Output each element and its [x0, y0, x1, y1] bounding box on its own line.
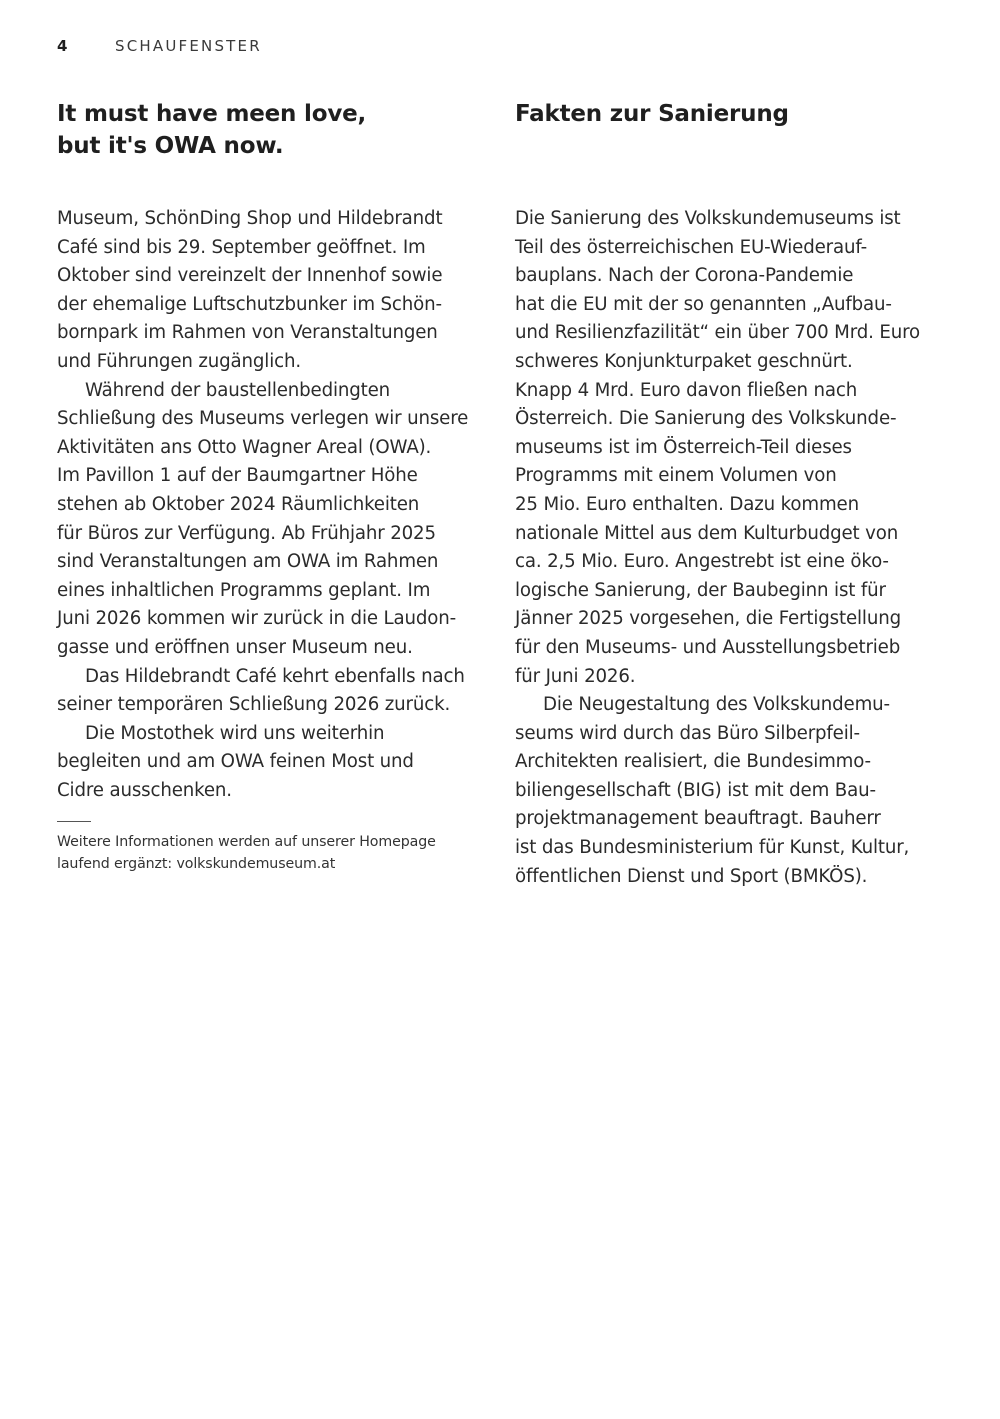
text-line: öffentlichen Dienst und Sport (BMKÖS). [515, 865, 868, 887]
text-line: Im Pavillon 1 auf der Baumgartner Höhe [57, 465, 418, 487]
paragraph [515, 691, 955, 891]
text-line: Museum, SchönDing Shop und Hildebrandt [57, 208, 443, 229]
footnote [57, 832, 497, 875]
text-line: stehen ab Oktober 2024 Räumlichkeiten [57, 493, 420, 515]
article-headline: Fakten zur Sanierung [515, 101, 789, 127]
article-body [57, 205, 497, 805]
text-line: Während der baustellenbedingten [85, 379, 391, 401]
text-line: und Führungen zugänglich. [57, 350, 301, 372]
text-line: bornpark im Rahmen von Veranstaltungen [57, 322, 438, 344]
text-line: für Büros zur Verfügung. Ab Frühjahr 2025 [57, 522, 436, 544]
article-body [515, 173, 955, 891]
text-line: seums wird durch das Büro Silberpfeil- [515, 722, 860, 744]
paragraph [57, 663, 497, 720]
text-line: Teil des österreichischen EU-Wiederauf- [515, 236, 868, 258]
text-line: und Resilienzfazilität“ ein über 700 Mrd. Euro [515, 322, 920, 344]
text-line: schweres Konjunkturpaket geschnürt. [515, 350, 853, 372]
text-line: bauplans. Nach der Corona-Pandemie [515, 265, 854, 287]
text-line: der ehemalige Luftschutzbunker im Schön- [57, 293, 442, 315]
text-line: Das Hildebrandt Café kehrt ebenfalls nach [85, 665, 465, 687]
page-header [57, 36, 262, 56]
text-line: eines inhaltlichen Programms geplant. Im [57, 579, 431, 601]
text-line: Die Neugestaltung des Volkskundemu- [543, 694, 890, 716]
text-line: hat die EU mit der so genannten „Aufbau- [515, 293, 892, 315]
text-line: projektmanagement beauftragt. Bauherr [515, 808, 881, 830]
text-line: gasse und eröffnen unser Museum neu. [57, 636, 413, 658]
article-headline [57, 98, 497, 162]
paragraph [515, 173, 955, 691]
left-article [57, 98, 497, 875]
text-line: sind Veranstaltungen am OWA im Rahmen [57, 551, 439, 573]
text-line: Oktober sind vereinzelt der Innenhof sowie [57, 265, 443, 287]
footnote-divider [57, 821, 91, 822]
headline-line: It must have meen love, [57, 101, 367, 127]
text-line: Architekten realisiert, die Bundesimmo- [515, 751, 871, 773]
text-line: Schließung des Museums verlegen wir unsere [57, 408, 469, 430]
text-line: Cidre ausschenken. [57, 779, 232, 801]
text-line: Jänner 2025 vorgesehen, die Fertigstellung [515, 608, 901, 630]
text-line: 25 Mio. Euro enthalten. Dazu kommen [515, 493, 859, 515]
footnote-line: laufend ergänzt: volkskundemuseum.at [57, 855, 336, 872]
section-title: SCHAUFENSTER [115, 37, 262, 55]
text-line: nationale Mittel aus dem Kulturbudget von [515, 522, 899, 544]
text-line: ca. 2,5 Mio. Euro. Angestrebt ist eine öko- [515, 551, 889, 573]
text-line: Aktivitäten ans Otto Wagner Areal (OWA). [57, 436, 432, 458]
text-line: begleiten und am OWA feinen Most und [57, 751, 414, 773]
right-article [515, 98, 955, 891]
text-line: Die Mostothek wird uns weiterhin [85, 722, 385, 744]
headline-line: but it's OWA now. [57, 133, 284, 159]
text-line: Programms mit einem Volumen von [515, 465, 837, 487]
footnote-line: Weitere Informationen werden auf unserer Homepage [57, 834, 436, 851]
text-line: für Juni 2026. [515, 665, 636, 687]
text-line: Die Sanierung des Volkskundemuseums ist [515, 208, 901, 229]
paragraph [57, 377, 497, 663]
text-line: Österreich. Die Sanierung des Volkskunde- [515, 408, 897, 430]
text-line: für den Museums- und Ausstellungsbetrieb [515, 636, 901, 658]
text-line: Knapp 4 Mrd. Euro davon fließen nach [515, 379, 858, 401]
text-line: logische Sanierung, der Baubeginn ist für [515, 579, 886, 601]
text-line: biliengesellschaft (BIG) ist mit dem Bau- [515, 779, 876, 801]
text-line: ist das Bundesministerium für Kunst, Kultur, [515, 837, 910, 859]
text-line: seiner temporären Schließung 2026 zurück. [57, 694, 451, 716]
paragraph [57, 205, 497, 377]
paragraph [57, 720, 497, 806]
text-line: museums ist im Österreich-Teil dieses [515, 436, 852, 458]
text-line: Café sind bis 29. September geöffnet. Im [57, 236, 426, 258]
text-line: Juni 2026 kommen wir zurück in die Laudon- [57, 608, 457, 630]
page-number: 4 [57, 37, 68, 55]
